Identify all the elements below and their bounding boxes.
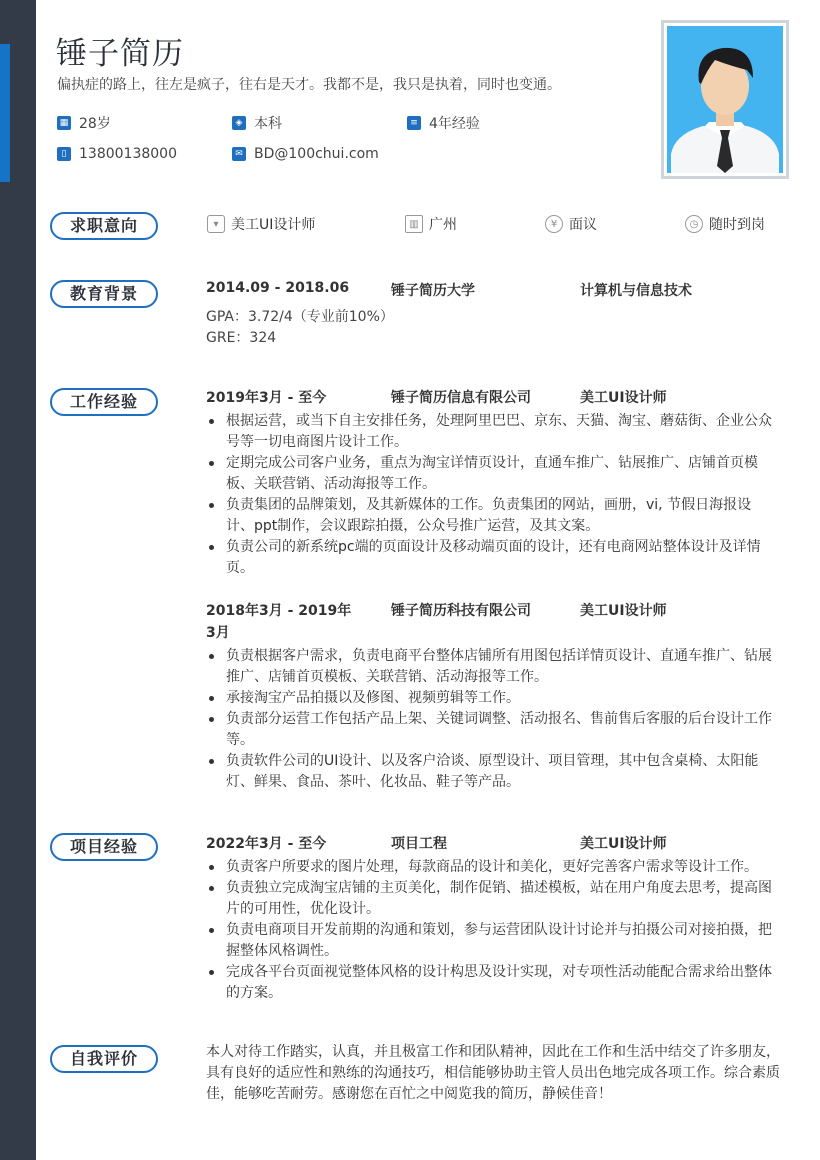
self-evaluation-text: 本人对待工作踏实，认真，并且极富工作和团队精神，因此在工作和生活中结交了许多朋友，具有良好的适应性和熟练的沟通技巧，相信能够协助主管人员出色地完成各项工作。综合素质佳，能够吃苦耐劳。感谢您在百忙之中阅览我的简历，静候佳音！ bbox=[206, 1044, 780, 1102]
education-major: 计算机与信息技术 bbox=[580, 283, 692, 299]
list-item: 负责集团的品牌策划，及其新媒体的工作。负责集团的网站，画册，vi, 节假日海报设计、ppt制作，会议跟踪拍摄，公众号推广运营，及其文案。 bbox=[206, 495, 778, 537]
profile-photo-frame bbox=[661, 20, 789, 179]
section-title-project: 项目经验 bbox=[50, 833, 158, 861]
intent-availability-text: 随时到岗 bbox=[709, 217, 765, 233]
info-degree bbox=[232, 113, 282, 133]
project-bullets bbox=[206, 857, 778, 1004]
building-icon: ▥ bbox=[405, 215, 423, 233]
avatar-illustration bbox=[667, 26, 783, 173]
education-period: 2014.09 - 2018.06 bbox=[206, 280, 350, 296]
sidebar-accent-bar bbox=[0, 44, 10, 182]
resume-motto: 偏执症的路上，往左是疯子，往右是天才。我都不是，我只是执着，同时也变通。 bbox=[57, 77, 561, 93]
education-gpa: GPA：3.72/4（专业前10%） bbox=[206, 309, 394, 325]
info-degree-text: 本科 bbox=[254, 116, 282, 132]
section-title-education: 教育背景 bbox=[50, 280, 158, 308]
work-company: 锤子简历科技有限公司 bbox=[391, 603, 531, 619]
work-title: 美工UI设计师 bbox=[580, 390, 667, 406]
phone-icon: ▯ bbox=[57, 147, 71, 161]
intent-salary-text: 面议 bbox=[569, 217, 597, 233]
info-age-text: 28岁 bbox=[79, 116, 111, 132]
profile-photo bbox=[667, 26, 783, 173]
section-title-intent: 求职意向 bbox=[50, 212, 158, 240]
list-item: 负责软件公司的UI设计、以及客户洽谈、原型设计、项目管理，其中包含桌椅、太阳能灯、鲜果、食品、茶叶、化妆品、鞋子等产品。 bbox=[206, 751, 778, 793]
section-title-work: 工作经验 bbox=[50, 388, 158, 416]
education-gre: GRE：324 bbox=[206, 330, 277, 346]
intent-salary bbox=[545, 214, 597, 234]
section-title-self: 自我评价 bbox=[50, 1045, 158, 1073]
list-item: 负责公司的新系统pc端的页面设计及移动端页面的设计，还有电商网站整体设计及详情页。 bbox=[206, 537, 778, 579]
tie-icon: ▾ bbox=[207, 215, 225, 233]
list-item: 负责电商项目开发前期的沟通和策划，参与运营团队设计讨论并与拍摄公司对接拍摄，把握整体风格调性。 bbox=[206, 920, 778, 962]
intent-position bbox=[207, 214, 315, 234]
list-item: 完成各平台页面视觉整体风格的设计构思及设计实现，对专项性活动能配合需求给出整体的方案。 bbox=[206, 962, 778, 1004]
info-phone-text: 13800138000 bbox=[79, 146, 177, 162]
info-email-text: BD@100chui.com bbox=[254, 146, 379, 162]
list-item: 负责客户所要求的图片处理，每款商品的设计和美化，更好完善客户需求等设计工作。 bbox=[206, 857, 778, 878]
work-company: 锤子简历信息有限公司 bbox=[391, 390, 531, 406]
work-title: 美工UI设计师 bbox=[580, 603, 667, 619]
work-bullets bbox=[206, 411, 778, 579]
work-bullets bbox=[206, 646, 778, 793]
document-icon: ≡ bbox=[407, 116, 421, 130]
intent-city bbox=[405, 214, 457, 234]
project-title: 美工UI设计师 bbox=[580, 836, 667, 852]
mail-icon: ✉ bbox=[232, 147, 246, 161]
list-item: 承接淘宝产品拍摄以及修图、视频剪辑等工作。 bbox=[206, 688, 778, 709]
work-period: 2018年3月 - 2019年3月 bbox=[206, 603, 352, 641]
graduation-cap-icon: ◈ bbox=[232, 116, 246, 130]
info-phone bbox=[57, 146, 177, 162]
intent-city-text: 广州 bbox=[429, 217, 457, 233]
education-school: 锤子简历大学 bbox=[391, 283, 475, 299]
list-item: 定期完成公司客户业务，重点为淘宝详情页设计，直通车推广、钻展推广、店铺首页模板、关联营销、活动海报等工作。 bbox=[206, 453, 778, 495]
project-period: 2022年3月 - 至今 bbox=[206, 836, 327, 852]
list-item: 负责根据客户需求，负责电商平台整体店铺所有用图包括详情页设计、直通车推广、钻展推广、店铺首页模板、关联营销、活动海报等工作。 bbox=[206, 646, 778, 688]
calendar-icon: ▦ bbox=[57, 116, 71, 130]
list-item: 负责部分运营工作包括产品上架、关键词调整、活动报名、售前售后客服的后台设计工作等。 bbox=[206, 709, 778, 751]
yen-icon: ¥ bbox=[545, 215, 563, 233]
work-period: 2019年3月 - 至今 bbox=[206, 390, 327, 406]
list-item: 根据运营，或当下自主安排任务，处理阿里巴巴、京东、天猫、淘宝、蘑菇街、企业公众号等一切电商图片设计工作。 bbox=[206, 411, 778, 453]
info-age bbox=[57, 113, 111, 133]
resume-name: 锤子简历 bbox=[56, 36, 184, 72]
info-experience-text: 4年经验 bbox=[429, 116, 480, 132]
info-email bbox=[232, 146, 379, 162]
info-experience bbox=[407, 113, 480, 133]
list-item: 负责独立完成淘宝店铺的主页美化，制作促销、描述模板，站在用户角度去思考，提高图片的可用性，优化设计。 bbox=[206, 878, 778, 920]
clock-icon: ◷ bbox=[685, 215, 703, 233]
project-name: 项目工程 bbox=[391, 836, 447, 852]
intent-position-text: 美工UI设计师 bbox=[231, 217, 316, 233]
intent-availability bbox=[685, 214, 765, 234]
